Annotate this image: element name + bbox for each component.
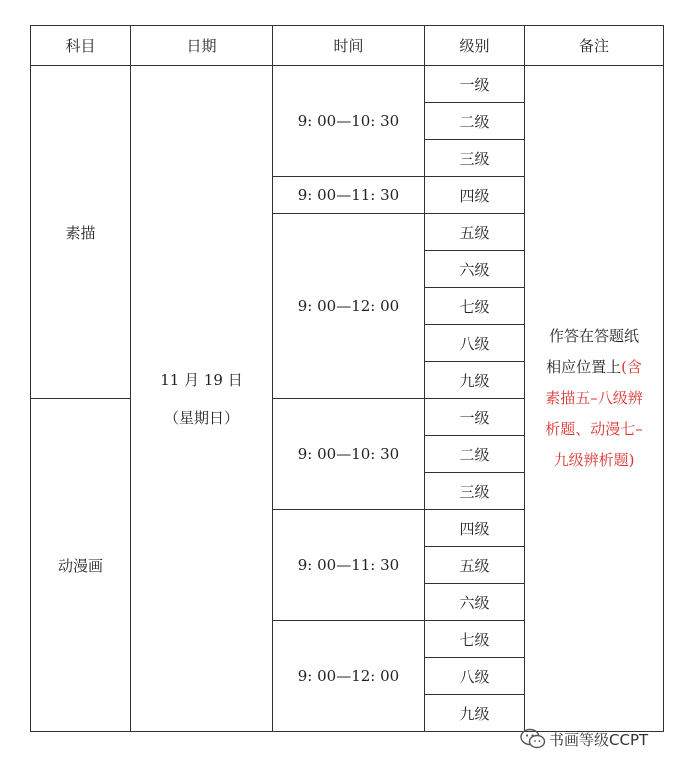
watermark-text: 书画等级CCPT bbox=[549, 730, 649, 749]
level-cell: 九级 bbox=[425, 695, 525, 732]
exam-date: 11 月 19 日 bbox=[160, 370, 243, 389]
level-cell: 六级 bbox=[425, 251, 525, 288]
wechat-icon bbox=[520, 728, 546, 750]
time-slot: 9: 00—10: 30 bbox=[273, 66, 425, 177]
watermark bbox=[520, 728, 648, 750]
time-slot: 9: 00—11: 30 bbox=[273, 177, 425, 214]
exam-date-cell bbox=[131, 66, 273, 732]
time-slot: 9: 00—12: 00 bbox=[273, 621, 425, 732]
level-cell: 二级 bbox=[425, 103, 525, 140]
table-header-row bbox=[31, 26, 664, 66]
remark-line: 相应位置上 bbox=[546, 358, 622, 376]
remark-highlight: 九级辨析题) bbox=[553, 451, 635, 469]
level-cell: 三级 bbox=[425, 473, 525, 510]
level-cell: 九级 bbox=[425, 362, 525, 399]
exam-schedule-table bbox=[30, 25, 664, 732]
remark-cell bbox=[525, 66, 664, 732]
level-cell: 七级 bbox=[425, 288, 525, 325]
level-cell: 四级 bbox=[425, 177, 525, 214]
level-cell: 五级 bbox=[425, 547, 525, 584]
exam-weekday: （星期日） bbox=[163, 408, 239, 427]
level-cell: 一级 bbox=[425, 399, 525, 436]
level-cell: 三级 bbox=[425, 140, 525, 177]
subject-sketch: 素描 bbox=[31, 66, 131, 399]
remark-highlight: 析题、动漫七– bbox=[545, 420, 643, 438]
time-slot: 9: 00—10: 30 bbox=[273, 399, 425, 510]
header-remark: 备注 bbox=[525, 26, 664, 66]
table-row bbox=[31, 66, 664, 103]
header-date: 日期 bbox=[131, 26, 273, 66]
level-cell: 一级 bbox=[425, 66, 525, 103]
remark-highlight: 素描五–八级辨 bbox=[545, 389, 643, 407]
level-cell: 八级 bbox=[425, 325, 525, 362]
level-cell: 六级 bbox=[425, 584, 525, 621]
level-cell: 二级 bbox=[425, 436, 525, 473]
header-subject: 科目 bbox=[31, 26, 131, 66]
remark-highlight: (含 bbox=[621, 358, 642, 376]
remark-line: 作答在答题纸 bbox=[548, 327, 639, 345]
level-cell: 七级 bbox=[425, 621, 525, 658]
header-time: 时间 bbox=[273, 26, 425, 66]
time-slot: 9: 00—11: 30 bbox=[273, 510, 425, 621]
header-level: 级别 bbox=[425, 26, 525, 66]
level-cell: 八级 bbox=[425, 658, 525, 695]
level-cell: 四级 bbox=[425, 510, 525, 547]
subject-animation: 动漫画 bbox=[31, 399, 131, 732]
level-cell: 五级 bbox=[425, 214, 525, 251]
time-slot: 9: 00—12: 00 bbox=[273, 214, 425, 399]
